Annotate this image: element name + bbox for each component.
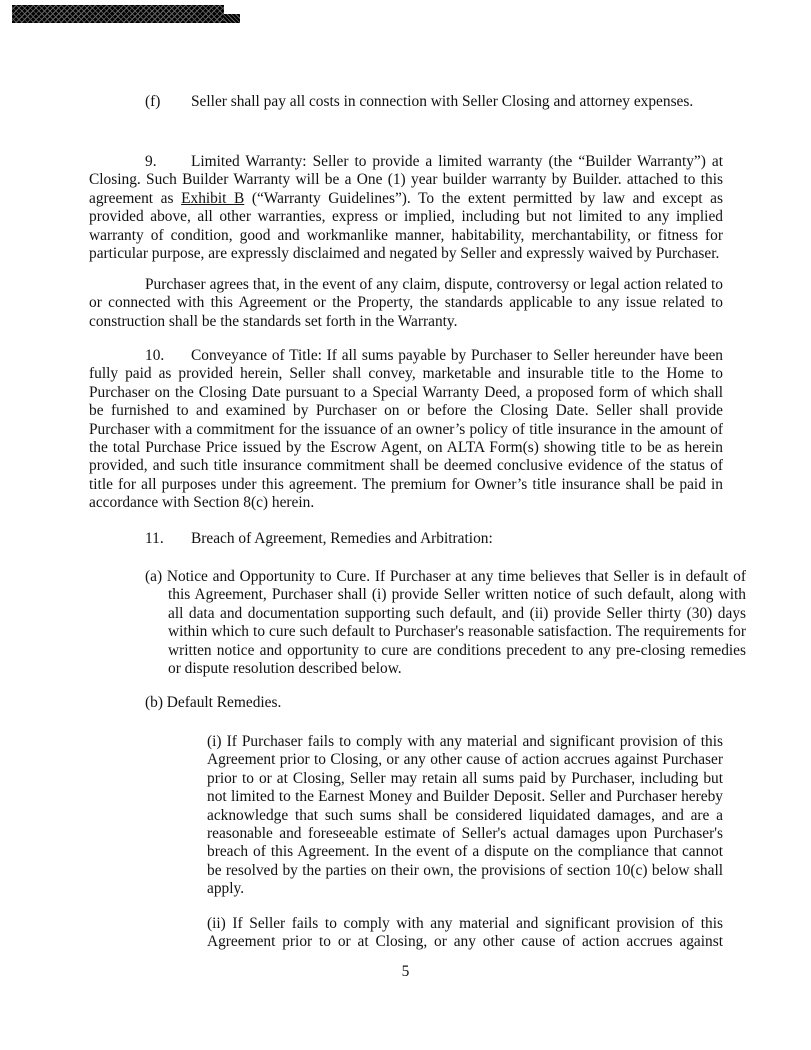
redaction-bar [12,5,224,23]
paragraph-f [145,93,723,111]
section-title: Limited Warranty: [191,153,307,170]
section-11-heading [145,530,723,548]
section-number: 10. [145,347,165,364]
section-number: 9. [145,153,157,170]
redaction-bar-tail [224,14,240,23]
clause-ii-seller-default: (ii) If Seller fails to comply with any material and significant provision of this Agreement prior to or at Closing, or any other cause of action accrues against [207,915,723,951]
item-number: (f) [145,93,161,110]
paragraph-text: Seller shall pay all costs in connection with Seller Closing and attorney expenses. [191,93,694,110]
subsection-b-heading: (b) Default Remedies. [145,694,282,711]
page-number: 5 [401,963,410,980]
paragraph-text: Conveyance of Title: If all sums payable by Purchaser to Seller hereunder have been fully paid as provided herein, Seller shall convey, marketable and insurable title to the Home to Purchaser on the Closing Date pursuant to a Special Warranty Deed, a proposed form of which shall be furnished to and examined by Purchaser on or before the Closing Date. Seller shall provide Purchaser with a commitment for the issuance of an owner’s policy of title insurance in the amount of the total Purchase Price issued by the Escrow Agent, on ALTA Form(s) showing title to be as herein provided, and such title insurance commitment shall be deemed conclusive evidence of the status of title for all purposes under this agreement. The premium for Owner’s title insurance shall be paid in accordance with Section 8(c) herein. [89,347,723,512]
section-title: Breach of Agreement, Remedies and Arbitration: [191,530,493,547]
clause-i-purchaser-default: (i) If Purchaser fails to comply with any material and significant provision of this Agreement prior to Closing, or any other cause of action accrues against Purchaser prior to or at Closing, Seller may retain all sums paid by Purchaser, including but not limited to the Earnest Money and Builder Deposit. Seller and Purchaser hereby acknowledge that such sums shall be considered liquidated damages, and are a reasonable and foreseeable estimate of Seller's actual damages upon Purchaser's breach of this Agreement. In the event of a dispute on the compliance that cannot be resolved by the parties on their own, the provisions of section 10(c) below shall apply. [207,733,723,898]
exhibit-b-reference: Exhibit B [181,189,245,207]
paragraph-text: (“Warranty Guidelines”). To the extent permitted by law and except as provided above, all other warranties, express or implied, including but not limited to any implied warranty of condition, good and workmanlike manner, habitability, merchantability, or fitness for particular purpose, are expressly disclaimed and negated by Seller and expressly waived by Purchaser. [89,189,723,263]
section-number: 11. [145,530,164,547]
section-10-conveyance-of-title [89,347,723,513]
paragraph-purchaser-agrees: Purchaser agrees that, in the event of any claim, dispute, controversy or legal action related to or connected with this Agreement or the Property, the standards applicable to any issue related to construction shall be the standards set forth in the Warranty. [89,276,723,330]
subsection-a-notice: (a) Notice and Opportunity to Cure. If Purchaser at any time believes that Seller is in default of this Agreement, Purchaser shall (i) provide Seller written notice of such default, along with all data and documentation supporting such default, and (ii) provide Seller thirty (30) days within which to cure such default to Purchaser's reasonable satisfaction. The requirements for written notice and opportunity to cure are conditions precedent to any pre-closing remedies or dispute resolution described below. [145,568,746,678]
paragraph-text: Seller to provide a limited warranty (the “Builder Warranty”) at Closing. Such Builder Warranty will be a One (1) year builder warranty by Builder. attached to this agreement as [89,153,723,207]
section-9-limited-warranty [89,153,723,263]
